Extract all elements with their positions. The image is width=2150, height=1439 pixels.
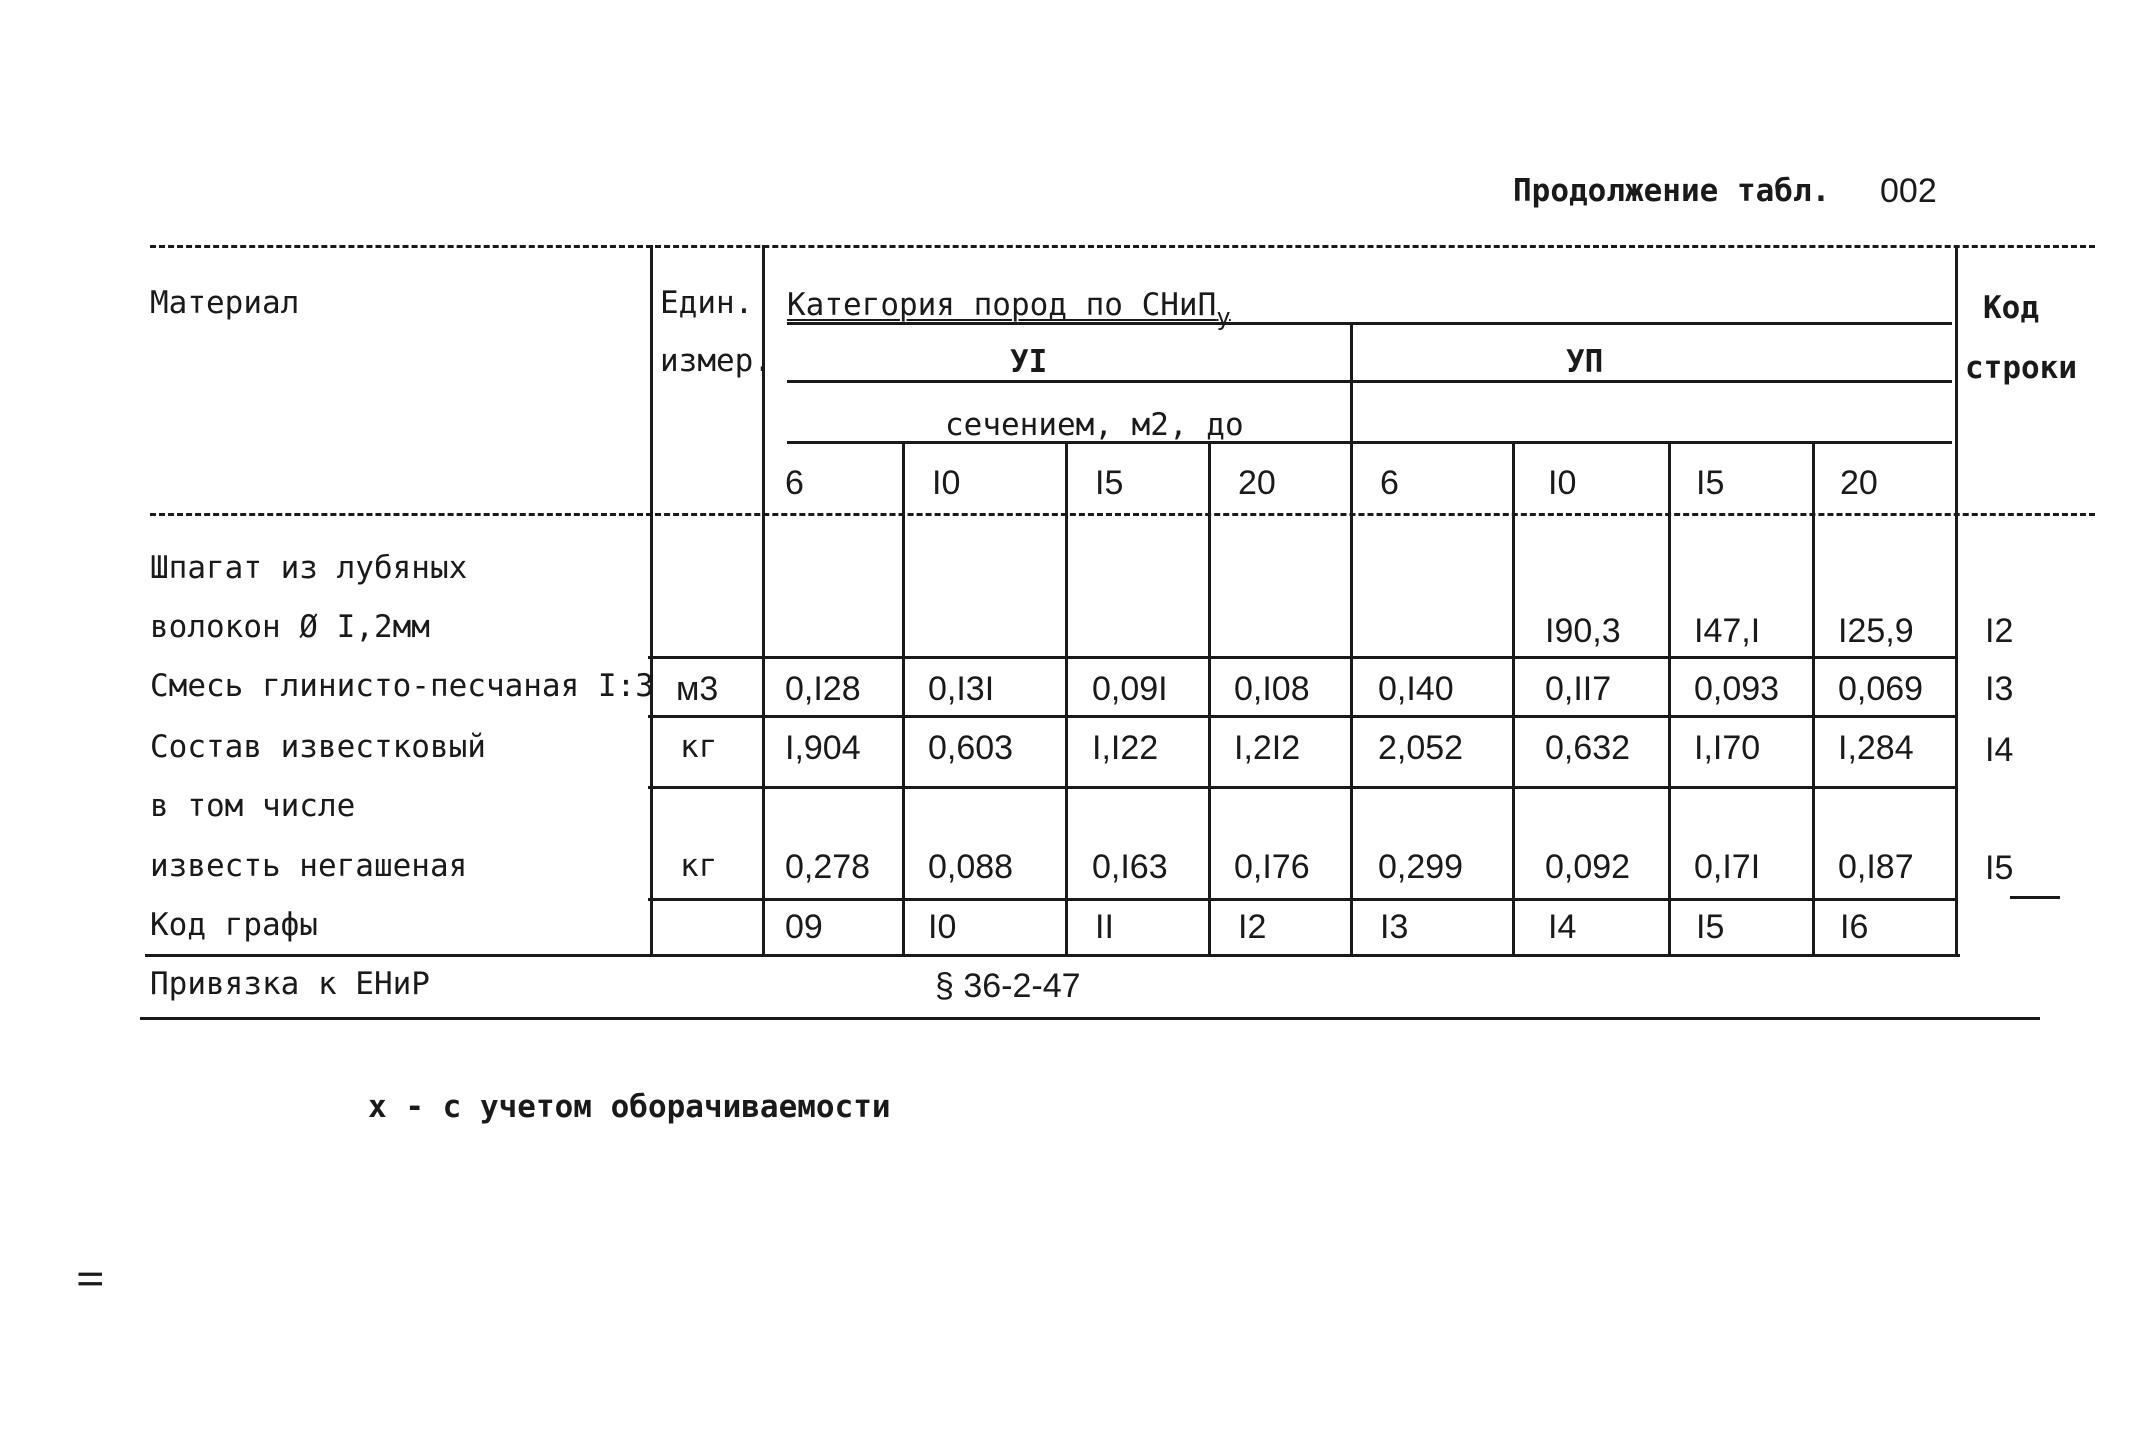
row4-value-3: 0,I63 bbox=[1092, 848, 1168, 886]
continuation-label: Продолжение табл. bbox=[1513, 173, 1831, 209]
binding-label: Привязка к ЕНиР bbox=[150, 966, 430, 1002]
column-code-6: I4 bbox=[1548, 908, 1577, 946]
row2-unit: м3 bbox=[676, 670, 719, 708]
group-underline bbox=[787, 380, 1952, 383]
size-header-6: I0 bbox=[1548, 464, 1577, 502]
row2-value-7: 0,093 bbox=[1694, 670, 1780, 708]
size-header-1: 6 bbox=[785, 464, 804, 502]
header-unit-line1: Един. bbox=[660, 285, 754, 321]
header-category: Категория пород по СНиП$_у$ bbox=[787, 287, 1231, 331]
row-line-3 bbox=[648, 786, 1958, 789]
row2-value-4: 0,I08 bbox=[1234, 670, 1310, 708]
row3-value-5: 2,052 bbox=[1378, 729, 1464, 767]
row2-value-6: 0,II7 bbox=[1545, 670, 1612, 708]
row2-value-2: 0,I3I bbox=[928, 670, 995, 708]
row3-value-4: I,2I2 bbox=[1234, 729, 1301, 767]
col-line-group-split bbox=[1350, 322, 1353, 955]
col-line-2 bbox=[902, 443, 905, 955]
row-line-4 bbox=[648, 898, 1958, 901]
size-header-3: I5 bbox=[1095, 464, 1124, 502]
page-number: II bbox=[70, 1269, 109, 1289]
row3-value-2: 0,603 bbox=[928, 729, 1014, 767]
row2-value-1: 0,I28 bbox=[785, 670, 861, 708]
col-line-8 bbox=[1812, 443, 1815, 955]
col-line-6 bbox=[1512, 443, 1515, 955]
row1-code: I2 bbox=[1985, 612, 2014, 650]
row2-value-5: 0,I40 bbox=[1378, 670, 1454, 708]
row3-value-1: I,904 bbox=[785, 729, 861, 767]
header-category-subscript: у bbox=[1216, 303, 1231, 331]
row2-value-3: 0,09I bbox=[1092, 670, 1168, 708]
col-line-7 bbox=[1668, 443, 1671, 955]
header-row-code-line2: строки bbox=[1965, 350, 2077, 386]
row4-name-line2: известь негашеная bbox=[150, 848, 468, 884]
column-code-1: 09 bbox=[785, 908, 823, 946]
size-header-7: I5 bbox=[1696, 464, 1725, 502]
table-number: 002 bbox=[1880, 172, 1937, 210]
row4-value-7: 0,I7I bbox=[1694, 848, 1761, 886]
row4-value-4: 0,I76 bbox=[1234, 848, 1310, 886]
table-top-border bbox=[150, 245, 2095, 248]
column-code-7: I5 bbox=[1696, 908, 1725, 946]
column-code-label: Код графы bbox=[150, 907, 318, 943]
row1-name-line2: волокон Ø I,2мм bbox=[150, 609, 430, 645]
row3-value-6: 0,632 bbox=[1545, 729, 1631, 767]
table-bottom-border bbox=[140, 1017, 2040, 1020]
row4-value-2: 0,088 bbox=[928, 848, 1014, 886]
row-line-1 bbox=[648, 656, 1958, 659]
row2-value-8: 0,069 bbox=[1838, 670, 1924, 708]
row3-value-7: I,I70 bbox=[1694, 729, 1761, 767]
header-bottom-border bbox=[150, 513, 2095, 516]
header-section: сечением, м2, до bbox=[945, 407, 1244, 443]
size-header-2: I0 bbox=[932, 464, 961, 502]
footnote: х - с учетом оборачиваемости bbox=[368, 1089, 891, 1125]
row4-value-6: 0,092 bbox=[1545, 848, 1631, 886]
row4-name-line1: в том числе bbox=[150, 788, 356, 824]
row1-value-7: I47,I bbox=[1694, 612, 1761, 650]
row4-value-8: 0,I87 bbox=[1838, 848, 1914, 886]
row1-name-line1: Шпагат из лубяных bbox=[150, 550, 468, 586]
column-code-8: I6 bbox=[1840, 908, 1869, 946]
row2-name: Смесь глинисто-песчаная I:3 bbox=[150, 668, 654, 704]
col-line-unit bbox=[650, 245, 653, 955]
row3-code: I4 bbox=[1985, 731, 2014, 769]
row4-value-1: 0,278 bbox=[785, 848, 871, 886]
size-header-5: 6 bbox=[1380, 464, 1399, 502]
header-unit-line2: измер. bbox=[660, 343, 772, 379]
column-code-2: I0 bbox=[928, 908, 957, 946]
binding-value: § 36-2-47 bbox=[935, 967, 1081, 1005]
header-group-1: УI bbox=[1010, 344, 1048, 380]
row3-value-8: I,284 bbox=[1838, 729, 1914, 767]
row4-unit: кг bbox=[680, 848, 718, 884]
row3-name: Состав известковый bbox=[150, 729, 486, 765]
row4-value-5: 0,299 bbox=[1378, 848, 1464, 886]
row1-value-8: I25,9 bbox=[1838, 612, 1914, 650]
row1-value-6: I90,3 bbox=[1545, 612, 1621, 650]
size-header-8: 20 bbox=[1840, 464, 1878, 502]
row2-code: I3 bbox=[1985, 670, 2014, 708]
col-line-4 bbox=[1208, 443, 1211, 955]
column-code-3: II bbox=[1095, 908, 1114, 946]
column-code-5: I3 bbox=[1380, 908, 1409, 946]
size-header-4: 20 bbox=[1238, 464, 1276, 502]
header-group-2: УП bbox=[1566, 344, 1604, 380]
row4-code: I5 bbox=[1985, 849, 2014, 887]
row-line-5 bbox=[145, 954, 1960, 957]
column-code-4: I2 bbox=[1238, 908, 1267, 946]
row4-code-dash bbox=[2010, 896, 2060, 899]
row3-value-3: I,I22 bbox=[1092, 729, 1159, 767]
header-row-code-line1: Код bbox=[1983, 290, 2039, 326]
header-material: Материал bbox=[150, 285, 300, 321]
col-line-3 bbox=[1065, 443, 1068, 955]
col-line-code bbox=[1955, 245, 1958, 955]
row3-unit: кг bbox=[680, 729, 718, 765]
row-line-2 bbox=[648, 715, 1958, 718]
